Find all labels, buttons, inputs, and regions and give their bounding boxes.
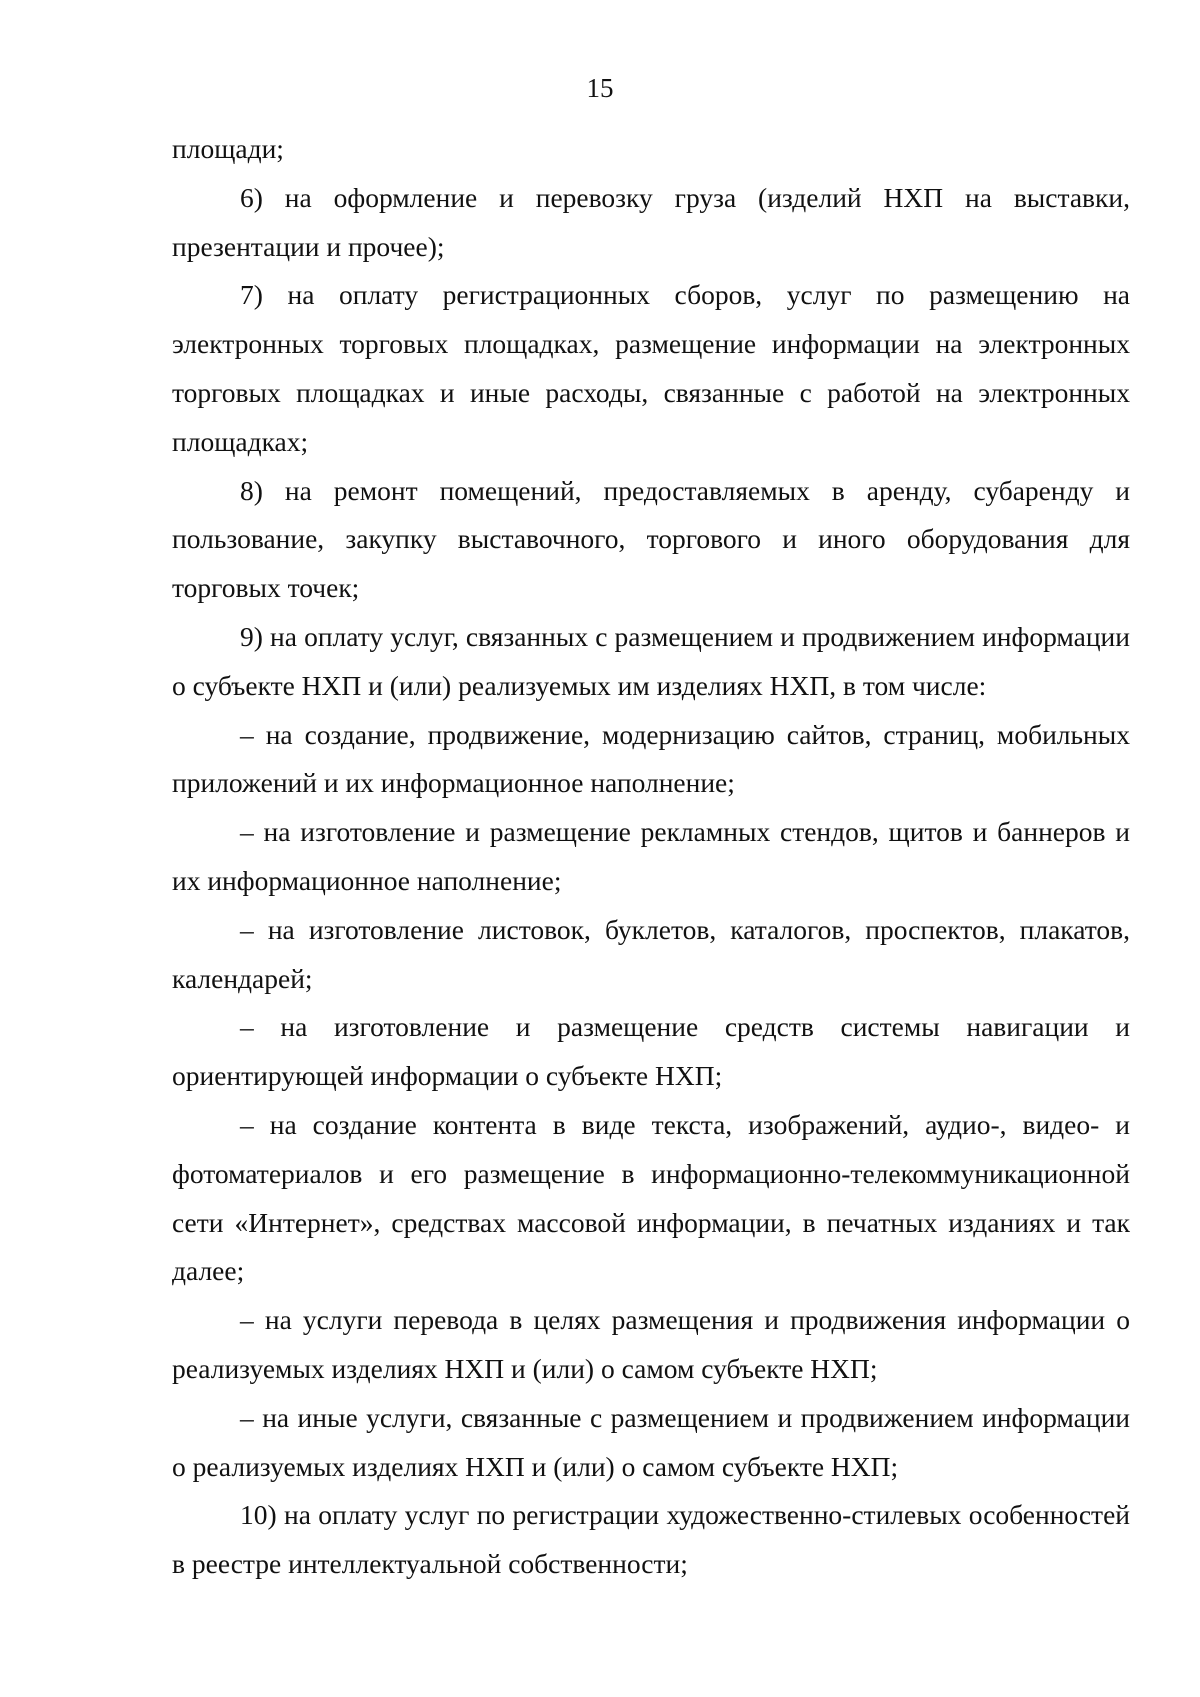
paragraph-subitem-stands: – на изготовление и размещение рекламных стендов, щитов и баннеров и их информационное наполнение;: [172, 816, 1130, 896]
paragraph-item-6: 6) на оформление и перевозку груза (изделий НХП на выставки, презентации и прочее);: [172, 181, 1130, 262]
paragraph-subitem-websites: – на создание, продвижение, модернизацию сайтов, страниц, мобильных приложений и их информационное наполнение;: [172, 718, 1130, 799]
paragraph-item-8: 8) на ремонт помещений, предоставляемых в аренду, субаренду и пользование, закупку выставочного, торгового и иного оборудования для торговых точек;: [172, 474, 1130, 604]
paragraph-continuation: площади;: [172, 133, 284, 164]
paragraph-item-9: 9) на оплату услуг, связанных с размещением и продвижением информации о субъекте НХП и (или) реализуемых им изделиях НХП, в том числе:: [172, 620, 1130, 701]
paragraph-subitem-leaflets: – на изготовление листовок, буклетов, каталогов, проспектов, плакатов, календарей;: [172, 913, 1130, 994]
paragraph-item-7: 7) на оплату регистрационных сборов, услуг по размещению на электронных торговых площадках, размещение информации на электронных торговых площадках и иные расходы, связанные с работой на электронных площадках;: [172, 279, 1130, 457]
page-number: 15: [586, 73, 614, 103]
document-body: [172, 125, 1130, 1589]
paragraph-subitem-other: – на иные услуги, связанные с размещением и продвижением информации о реализуемых изделиях НХП и (или) о самом субъекте НХП;: [172, 1401, 1130, 1482]
paragraph-subitem-navigation: – на изготовление и размещение средств системы навигации и ориентирующей информации о субъекте НХП;: [172, 1011, 1130, 1092]
paragraph-subitem-content: – на создание контента в виде текста, изображений, аудио-, видео- и фотоматериалов и его размещение в информационно-телекоммуникационной сети «Интернет», средствах массовой информации, в печатных изданиях и так далее;: [172, 1108, 1130, 1287]
paragraph-item-10: 10) на оплату услуг по регистрации художественно-стилевых особенностей в реестре интеллектуальной собственности;: [172, 1499, 1130, 1580]
paragraph-subitem-translation: – на услуги перевода в целях размещения и продвижения информации о реализуемых изделиях НХП и (или) о самом субъекте НХП;: [172, 1304, 1130, 1384]
